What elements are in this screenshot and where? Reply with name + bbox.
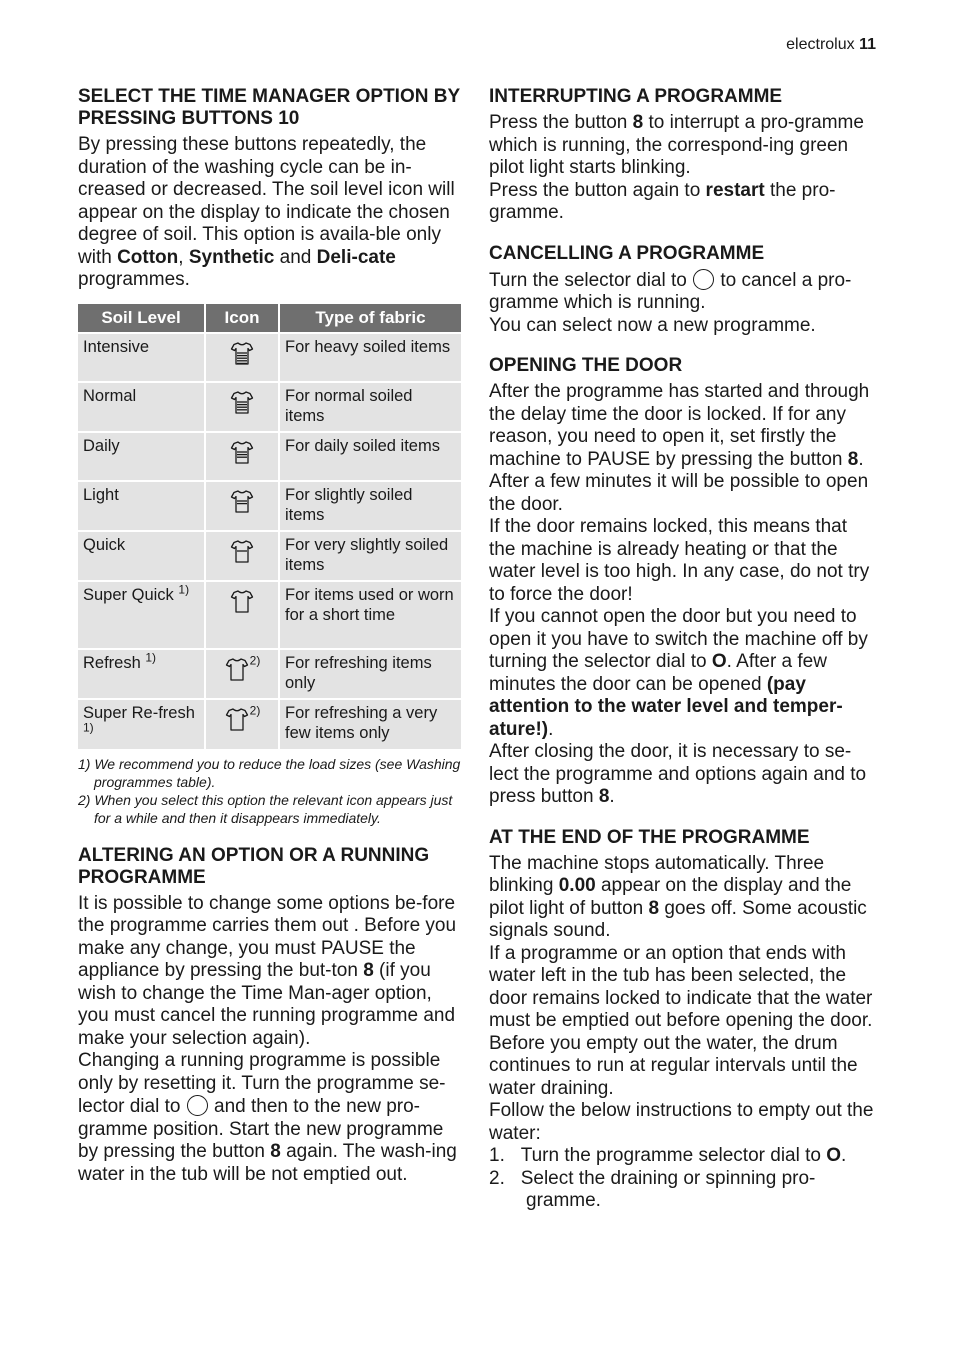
opening-door-section: [489, 355, 877, 809]
selector-dial-icon: [187, 1095, 208, 1116]
icon-footnote-ref: 2): [249, 703, 261, 717]
selector-dial-icon: [693, 269, 714, 290]
section-title: CANCELLING A PROGRAMME: [489, 242, 765, 264]
table-row: [78, 582, 461, 650]
section-paragraph: Follow the below instructions to empty out the water:: [489, 1100, 874, 1144]
icon-cell: [206, 482, 278, 532]
section-title: ALTERING AN OPTION OR A RUNNING PROGRAMME: [78, 844, 430, 888]
icon-cell: [206, 383, 278, 433]
col-header: Icon: [206, 304, 278, 334]
section-paragraph: If you cannot open the door but you need to open it you have to switch the machine off by turning the selector dial to O. After a few minutes the door can be opened (pay attention to the water level and temper-ature!).: [489, 606, 868, 740]
section-title: OPENING THE DOOR: [489, 355, 683, 376]
icon-cell: [206, 433, 278, 482]
soil-level-cell: Quick: [78, 532, 204, 582]
fabric-type-cell: For very slightly soiled items: [280, 532, 461, 582]
section-title: INTERRUPTING A PROGRAMME: [489, 86, 783, 107]
section-paragraph: Press the button 8 to interrupt a pro-gramme which is running, the correspond-ing green pilot light starts blinking.: [489, 112, 864, 178]
fabric-type-cell: For items used or worn for a short time: [280, 582, 461, 650]
soil-level-text: Refresh: [83, 653, 141, 672]
section-paragraph: After closing the door, it is necessary to se-lect the programme and options again and to press button 8.: [489, 741, 867, 807]
table-header-row: [78, 304, 461, 334]
shirt-5-bars-icon: [229, 340, 255, 366]
level-footnote-ref: 1): [83, 720, 94, 734]
footnote: 1) We recommend you to reduce the load sizes (see Washing programmes table).: [78, 755, 461, 790]
table-row: [78, 334, 461, 383]
shirt-4-bars-icon: [229, 389, 255, 415]
table-row: [78, 383, 461, 433]
soil-level-cell: Normal: [78, 383, 204, 433]
soil-level-text: Super Quick: [83, 585, 174, 604]
cancelling-section: [489, 243, 877, 338]
section-paragraph: If a programme or an option that ends with water left in the tub has been selected, the door remains locked to indicate that the water must be emptied out before opening the door.: [489, 942, 873, 1031]
icon-cell: [206, 532, 278, 582]
soil-level-cell: [78, 650, 204, 700]
icon-cell: [206, 700, 278, 751]
drain-steps-list: [489, 1145, 877, 1213]
end-of-programme-section: [489, 827, 877, 1213]
table-row: [78, 532, 461, 582]
fabric-type-cell: For refreshing a very few items only: [280, 700, 461, 751]
shirt-3-bars-icon: [229, 439, 255, 465]
soil-level-cell: [78, 582, 204, 650]
time-manager-section: [78, 86, 463, 827]
section-paragraph: Changing a running programme is possible only by resetting it. Turn the programme se-lector dial to and then to the new pro-gramme position. Start the new programme by pressing the button 8 again. The wash-ing water in the tub will be not emptied out.: [78, 1050, 457, 1185]
section-paragraph: The machine stops automatically. Three blinking 0.00 appear on the display and the pilot light of button 8 goes off. Some acoustic signals sound.: [489, 852, 867, 941]
soil-level-cell: Intensive: [78, 334, 204, 383]
page-header: [786, 36, 876, 54]
col-header: Soil Level: [78, 304, 204, 334]
section-paragraph: Before you empty out the water, the drum continues to run at regular intervals until the water draining.: [489, 1032, 858, 1099]
section-paragraph: It is possible to change some options be-fore the programme carries them out . Before you make any change, you must PAUSE the appliance by pressing the but-ton 8 (if you wish to change the Time Man-ager option, you must cancel the running programme and make your selection again).: [78, 892, 457, 1049]
level-footnote-ref: 1): [178, 582, 190, 596]
section-paragraph: Turn the selector dial to to cancel a pro-gramme which is running.: [489, 269, 852, 313]
section-paragraph: If the door remains locked, this means that the machine is already heating or that the water level is too high. In any case, do not try to force the door!: [489, 516, 870, 605]
section-paragraph: By pressing these buttons repeatedly, the duration of the washing cycle can be in-creased or decreased. The soil level icon will appear on the display to indicate the chosen degree of soil. This option is availa-ble only with Cotton, Synthetic and Deli-cate programmes.: [78, 134, 455, 290]
section-title: AT THE END OF THE PROGRAMME: [489, 826, 810, 848]
altering-option-section: [78, 845, 463, 1187]
section-paragraph: After a few minutes it will be possible to open the door.: [489, 471, 869, 515]
table-row: [78, 482, 461, 532]
icon-cell: [206, 650, 278, 700]
brand-name: electrolux: [786, 36, 855, 53]
soil-level-text: Super Re-fresh: [83, 703, 195, 722]
section-paragraph: After the programme has started and through the delay time the door is locked. If for any reason, you need to open it, set firstly the machine to PAUSE by pressing the button 8.: [489, 381, 870, 470]
list-item: 2. Select the draining or spinning pro-gramme.: [489, 1167, 816, 1211]
left-column: [78, 86, 463, 1204]
icon-cell: [206, 582, 278, 650]
shirt-0-bar-icon: [229, 588, 255, 614]
section-title: SELECT THE TIME MANAGER OPTION BY PRESSING BUTTONS 10: [78, 86, 460, 129]
table-row: [78, 650, 461, 700]
shirt-empty-icon: [224, 656, 250, 682]
section-paragraph: You can select now a new programme.: [489, 314, 816, 336]
fabric-type-cell: For daily soiled items: [280, 433, 461, 482]
right-column: [489, 86, 877, 1231]
soil-level-table: [76, 304, 463, 751]
table-row: [78, 700, 461, 751]
soil-level-cell: [78, 700, 204, 751]
interrupting-section: [489, 86, 877, 225]
footnote: 2) When you select this option the relevant icon appears just for a while and then it disappears immediately.: [78, 791, 453, 826]
icon-cell: [206, 334, 278, 383]
icon-footnote-ref: 2): [249, 653, 261, 667]
fabric-type-cell: For slightly soiled items: [280, 482, 461, 532]
shirt-empty-icon: [224, 706, 250, 732]
fabric-type-cell: For normal soiled items: [280, 383, 461, 433]
soil-level-cell: Daily: [78, 433, 204, 482]
col-header: Type of fabric: [280, 304, 461, 334]
section-paragraph: Press the button again to restart the pro-gramme.: [489, 179, 836, 223]
list-item: 1. Turn the programme selector dial to O.: [489, 1145, 847, 1166]
table-row: [78, 433, 461, 482]
page-number: 11: [859, 36, 876, 53]
soil-level-cell: Light: [78, 482, 204, 532]
shirt-2-bars-icon: [229, 488, 255, 514]
fabric-type-cell: For heavy soiled items: [280, 334, 461, 383]
shirt-1-bar-icon: [229, 538, 255, 564]
fabric-type-cell: For refreshing items only: [280, 650, 461, 700]
level-footnote-ref: 1): [145, 650, 157, 664]
